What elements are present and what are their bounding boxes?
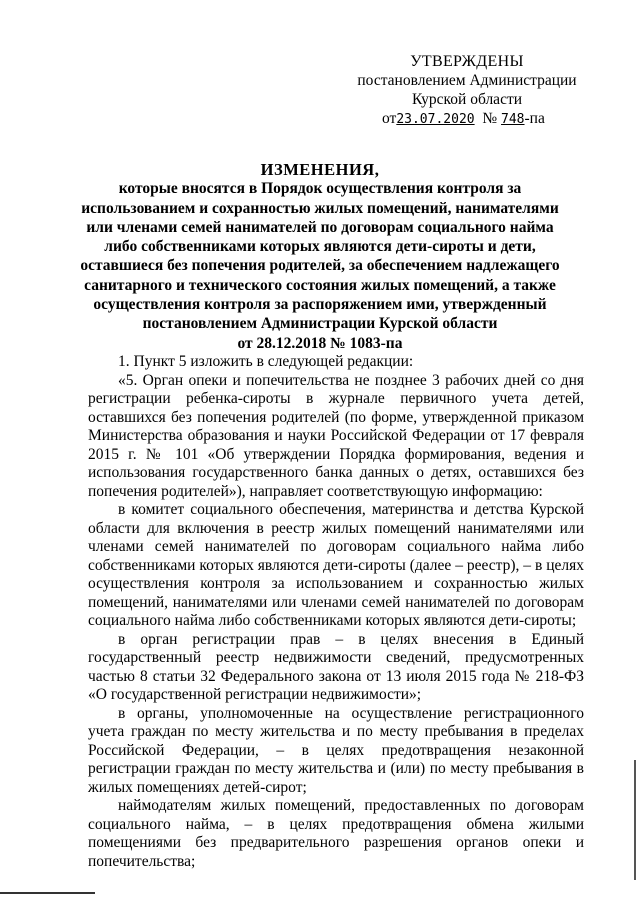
paragraph: наймодателям жилых помещений, предоставленных по договорам социального найма, – в целях предотвращения обмена жилыми помещениями без предварительного разрешения органов опеки и попечительства; — [88, 797, 584, 870]
approval-block — [352, 52, 582, 129]
paragraph: в комитет социального обеспечения, материнства и детства Курской области для включения в реестр жилых помещений нанимателями или членами семей нанимателей по договорам социального найма либо собственниками которых являются дети-сироты (далее – реестр), – в целях осуществления контроля за использованием и сохранностью жилых помещений, нанимателями или членами семей нанимателей по договорам социального найма либо собственниками которых являются дети-сироты; — [88, 501, 584, 629]
paragraph: в орган регистрации прав – в целях внесения в Единый государственный реестр недвижимости сведений, предусмотренных частью 8 статьи 32 Федерального закона от 13 июля 2015 года № 218-ФЗ «О государственной регистрации недвижимости»; — [88, 630, 584, 703]
approval-line-2: Курской области — [411, 91, 523, 108]
title-line: или членами семей нанимателей по договорам социального найма — [86, 218, 554, 236]
document-title — [80, 160, 560, 353]
title-line: санитарного и технического состояния жилых помещений, а также — [84, 276, 556, 294]
approval-date-line — [352, 109, 582, 129]
title-line: от 28.12.2018 № 1083-па — [237, 334, 403, 352]
date-prefix: от — [382, 110, 397, 127]
paragraph: в органы, уполномоченные на осуществление регистрационного учета граждан по месту жительства и по месту пребывания в пределах Российской Федерации, – в целях предотвращения незаконной регистрации граждан по месту жительства и (или) по месту пребывания в жилых помещениях детей-сирот; — [88, 704, 584, 796]
approval-date: 23.07.2020 — [396, 112, 475, 127]
approval-line-1: постановлением Администрации — [357, 72, 577, 89]
scan-edge-mark — [0, 892, 95, 894]
title-line: осуществления контроля за распоряжением ими, утвержденный — [93, 296, 547, 314]
paragraph: «5. Орган опеки и попечительства не позднее 3 рабочих дней со дня регистрации ребенка-сироты в журнале первичного учета детей, оставшихся без попечения родителей (по форме, утвержденной приказом Министерства образования и науки Российской Федерации от 17 февраля 2015 г. № 101 «Об утверждении Порядка формирования, ведения и использования государственного банка данных о детях, оставшихся без попечения родителей»), направляет соответствующую информацию: — [88, 371, 584, 500]
paragraph: 1. Пункт 5 изложить в следующей редакции: — [118, 353, 414, 370]
number-suffix: -па — [524, 110, 545, 127]
title-line: либо собственниками которых являются дети-сироты и дети, — [104, 238, 536, 256]
scan-edge-mark — [634, 760, 636, 880]
title-line: которые вносятся в Порядок осуществления контроля за — [118, 180, 522, 198]
title-line: постановлением Администрации Курской области — [142, 315, 498, 333]
approval-number: 748 — [501, 112, 525, 127]
title-main: ИЗМЕНЕНИЯ, — [260, 160, 380, 179]
title-line: использованием и сохранностью жилых помещений, нанимателями — [81, 199, 559, 217]
approval-stamp: УТВЕРЖДЕНЫ — [410, 53, 524, 70]
title-line: оставшиеся без попечения родителей, за обеспечением надлежащего — [80, 257, 560, 275]
number-prefix: № — [482, 110, 498, 127]
document-body — [88, 353, 584, 871]
